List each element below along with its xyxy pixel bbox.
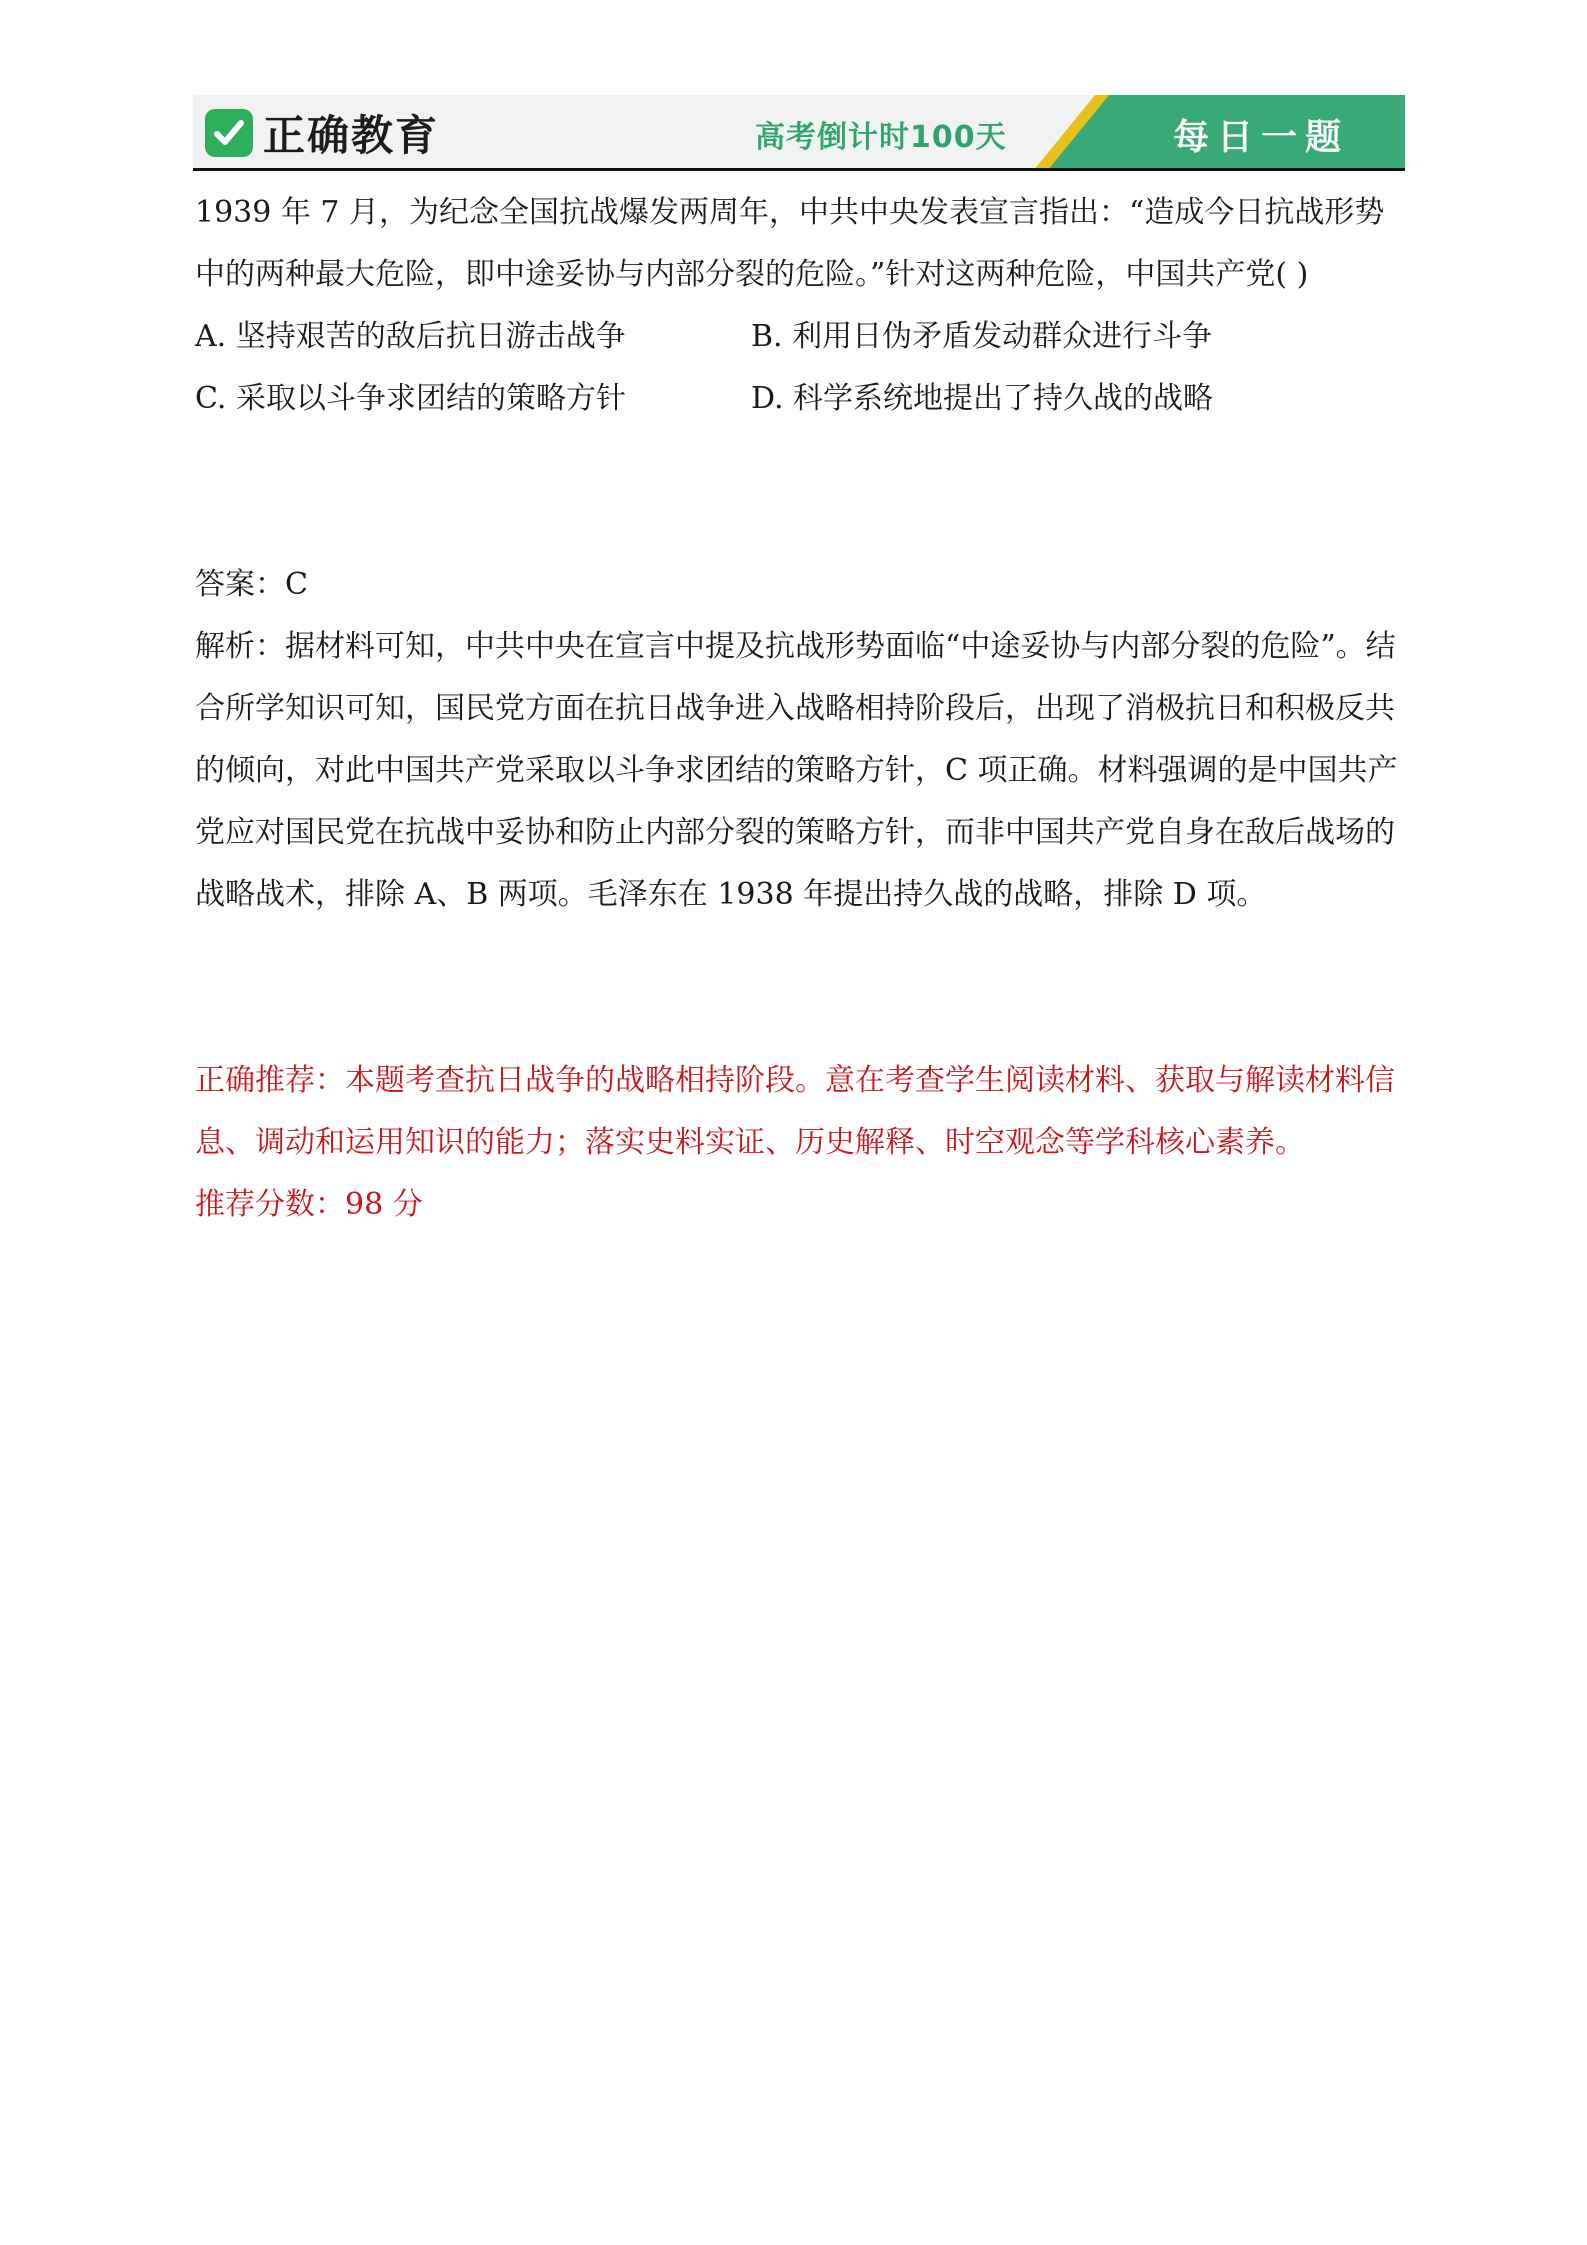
question-stem: 1939 年 7 月，为纪念全国抗战爆发两周年，中共中央发表宣言指出：“造成今日抗战形势中的两种最大危险，即中途妥协与内部分裂的危险。”针对这两种危险，中国共产党( ) [195, 195, 1385, 292]
option-d: D. 科学系统地提出了持久战的战略 [751, 381, 1214, 416]
daily-question-banner [1033, 95, 1405, 171]
logo-text: 正确教育 [263, 111, 440, 160]
recommend-score: 推荐分数：98 分 [195, 1187, 423, 1222]
header-bar [193, 95, 1405, 171]
checkmark-icon [205, 109, 253, 157]
banner-text: 每日一题 [1173, 117, 1350, 158]
analysis: 解析：据材料可知，中共中央在宣言中提及抗战形势面临“中途妥协与内部分裂的危险”。结合所学知识可知，国民党方面在抗日战争进入战略相持阶段后，出现了消极抗日和积极反共的倾向，对此中国共产党采取以斗争求团结的策略方针，C 项正确。材料强调的是中国共产党应对国民党在抗战中妥协和防止内部分裂的策略方针，而非中国共产党自身在敌后战场的战略战术，排除 A、B 两项。毛泽东在 1938 年提出持久战的战略，排除 D 项。 [195, 629, 1398, 912]
recommendation: 正确推荐：本题考查抗日战争的战略相持阶段。意在考查学生阅读材料、获取与解读材料信息、调动和运用知识的能力；落实史料实证、历史解释、时空观念等学科核心素养。 [195, 1063, 1395, 1160]
logo [205, 107, 439, 159]
answer: 答案：C [195, 567, 308, 602]
option-b: B. 利用日伪矛盾发动群众进行斗争 [751, 319, 1213, 354]
option-a: A. 坚持艰苦的敌后抗日游击战争 [195, 319, 626, 354]
options-grid [195, 306, 1407, 430]
question-content [195, 182, 1407, 1236]
option-c: C. 采取以斗争求团结的策略方针 [195, 381, 626, 416]
countdown-label: 高考倒计时100天 [755, 120, 1007, 155]
